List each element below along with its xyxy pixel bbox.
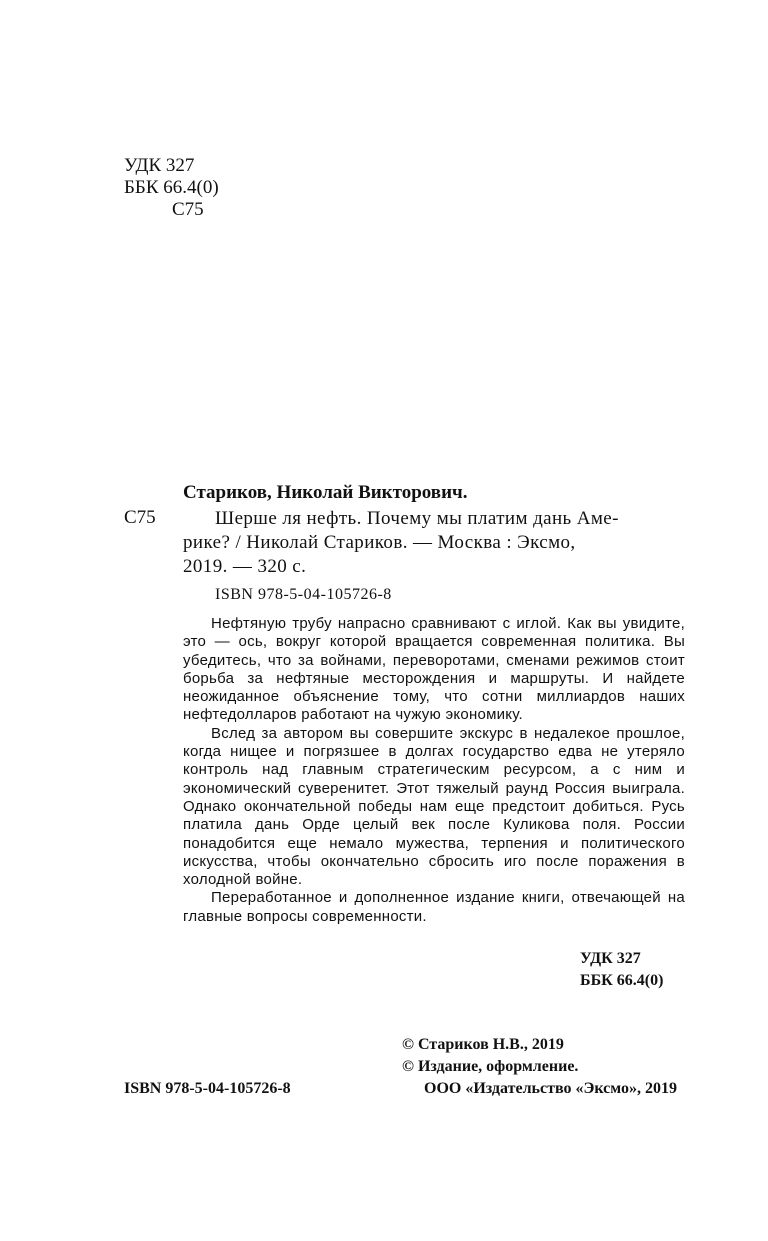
copyright-edition: © Издание, оформление. [402,1058,579,1075]
footer-isbn: ISBN 978-5-04-105726-8 [124,1080,291,1097]
annotation-paragraph-1: Нефтяную трубу напрасно сравнивают с иглой. Как вы увидите, это — ось, вокруг которой вращается современная политика. Вы убедитесь, что за войнами, переворотами, сменами режимов стоит борьба за нефтяные месторождения и маршруты. И найдете неожиданное объяснение тому, что сотни миллиардов наших нефтедолларов работают на чужую экономику. [183,615,685,724]
record-cipher: С75 [124,507,156,528]
title-line-1: Шерше ля нефть. Почему мы платим дань Аме- [215,508,619,529]
copyright-author: © Стариков Н.В., 2019 [402,1036,564,1053]
author-cipher-top: С75 [172,199,204,220]
copyright-publisher: ООО «Издательство «Эксмо», 2019 [424,1080,677,1097]
annotation-paragraph-3: Переработанное и дополненное издание книги, отвечающей на главные вопросы современности. [183,889,685,925]
udk-code-top: УДК 327 [124,155,195,176]
record-isbn: ISBN 978-5-04-105726-8 [215,586,392,603]
annotation-paragraph-2: Вслед за автором вы совершите экскурс в недалекое прошлое, когда нищее и погрязшее в долгах государство едва не утеряло контроль над главным стратегическим ресурсом, а с ним и экономический суверенитет. Этот тяжелый раунд Россия выиграла. Однако окончательной победы нам еще предстоит добиться. Русь платила дань Орде целый век после Куликова поля. России понадобится еще немало мужества, терпения и политического искусства, чтобы окончательно сбросить иго после поражения в холодной войне. [183,724,685,889]
title-line-2: рике? / Николай Стариков. — Москва : Эксмо, [183,532,576,553]
bbk-code-top: ББК 66.4(0) [124,177,219,198]
author-heading: Стариков, Николай Викторович. [183,482,468,503]
udk-code-bottom: УДК 327 [580,950,641,967]
title-line-3: 2019. — 320 с. [183,556,307,577]
annotation [183,615,685,926]
bbk-code-bottom: ББК 66.4(0) [580,972,664,989]
